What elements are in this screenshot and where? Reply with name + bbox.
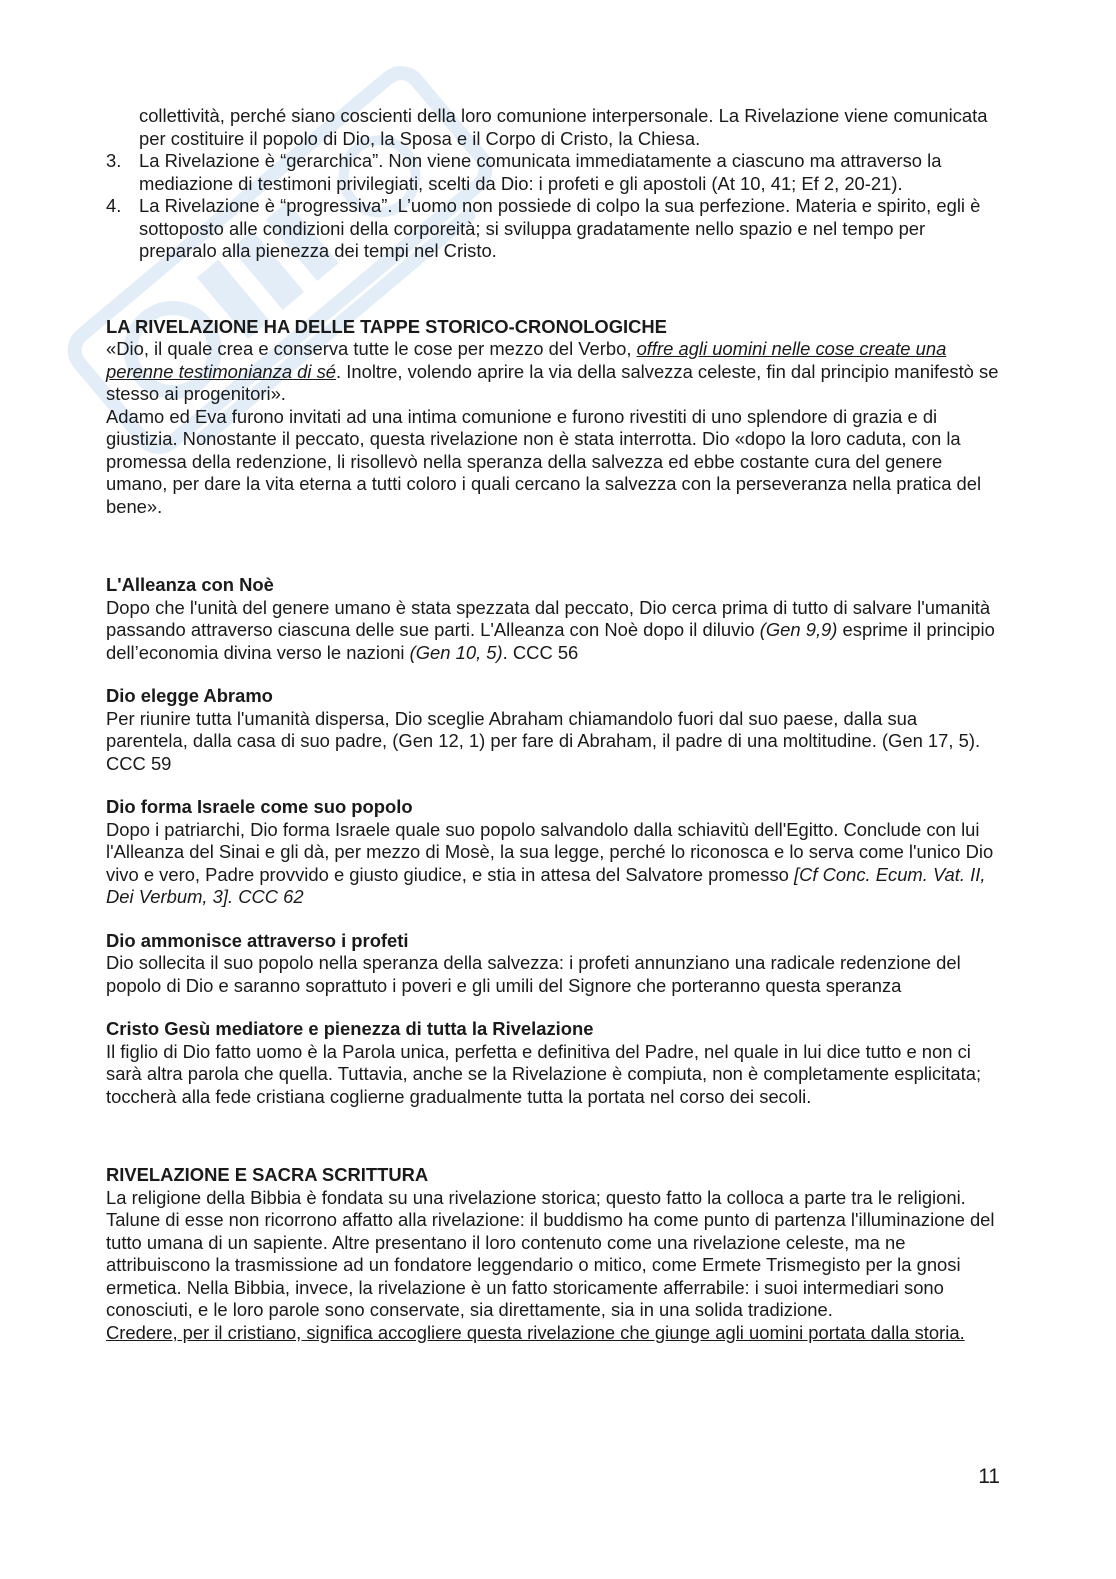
- paragraph: Il figlio di Dio fatto uomo è la Parola unica, perfetta e definitiva del Padre, nel quale in lui dice tutto e non ci sarà altra parola che quella. Tuttavia, anche se la Rivelazione è compiuta, non è completamente esplicitata; toccherà alla fede cristiana coglierne gradualmente tutta la portata nel corso dei secoli.: [106, 1040, 982, 1107]
- paragraph: [106, 597, 1004, 665]
- citation: (Gen 10, 5): [409, 641, 503, 663]
- list-item: [106, 195, 1004, 263]
- list-item: [106, 150, 1004, 195]
- quote-paragraph: [106, 338, 1004, 406]
- page-number: 11: [978, 1465, 1000, 1488]
- quote-text: «Dio, il quale crea e conserva tutte le cose per mezzo del Verbo,: [106, 338, 637, 359]
- citation: (Gen 9,9): [759, 619, 838, 640]
- paragraph: La religione della Bibbia è fondata su una rivelazione storica; questo fatto la colloca a parte tra le religioni. Talune di esse non ricorrono affatto alla rivelazione: il buddismo ha come punto di partenza l'illuminazione del tutto umana di un sapiente. Altre presentano il loro contenuto come una rivelazione celeste, ma ne attribuiscono la trasmissione ad un fondatore leggendario o mitico, come Ermete Trismegisto per la gnosi ermetica. Nella Bibbia, invece, la rivelazione è un fatto storicamente afferrabile: i suoi intermediari sono conosciuti, e le loro parole sono conservate, sia direttamente, sia in una solida tradizione.: [106, 1186, 995, 1320]
- citation: [Cf Conc. Ecum. Vat. II, Dei Verbum, 3]. CCC 62: [106, 863, 986, 907]
- subheading: L'Alleanza con Noè: [106, 574, 274, 595]
- paragraph: Per riunire tutta l'umanità dispersa, Dio sceglie Abraham chiamandolo fuori dal suo paese, dalla sua parentela, dalla casa di suo padre, (Gen 12, 1) per fare di Abraham, il padre di una moltitudine. (Gen 17, 5). CCC 59: [106, 707, 981, 774]
- paragraph: Adamo ed Eva furono invitati ad una intima comunione e furono rivestiti di uno splendore di grazia e di giustizia. Nonostante il peccato, questa rivelazione non è stata interrotta. Dio «dopo la loro caduta, con la promessa della redenzione, li risollevò nella speranza della salvezza ed ebbe costante cura del genere umano, per dare la vita eterna a tutti coloro i quali cercano la salvezza con la perseveranza nella pratica del bene».: [106, 405, 982, 517]
- paragraph: [106, 819, 1004, 909]
- document-page: [106, 105, 1004, 1344]
- quote-text: . Inoltre, volendo aprire la via della salvezza celeste, fin dal principio manifestò se stesso ai progenitori».: [106, 360, 999, 404]
- text: Dopo che l'unità del genere umano è stata spezzata dal peccato, Dio cerca prima di tutto di salvare l'umanità passando attraverso ciascuna delle sue parti. L'Alleanza con Noè dopo il diluvio: [106, 596, 991, 640]
- subheading: Dio elegge Abramo: [106, 685, 273, 706]
- text: esprime il principio dell’economia divina verso le nazioni: [106, 619, 995, 663]
- text: . CCC 56: [502, 641, 579, 663]
- subheading: Cristo Gesù mediatore e pienezza di tutta la Rivelazione: [106, 1018, 594, 1039]
- quote-underlined: offre agli uomini nelle cose create una perenne testimonianza di sé: [106, 338, 947, 382]
- list-number: 3.: [106, 150, 122, 171]
- subheading: Dio ammonisce attraverso i profeti: [106, 929, 409, 951]
- list-item-text: La Rivelazione è “progressiva”. L’uomo non possiede di colpo la sua perfezione. Materia e spirito, egli è sottoposto alle condizioni della corporeità; si sviluppa gradatamente nello spazio e nel tempo per preparalo alla pienezza dei tempi nel Cristo.: [139, 195, 981, 261]
- underlined-paragraph: Credere, per il cristiano, significa accogliere questa rivelazione che giunge agli uomini portata dalla storia.: [106, 1321, 965, 1343]
- list-item-continuation: collettività, perché siano coscienti della loro comunione interpersonale. La Rivelazione viene comunicata per costituire il popolo di Dio, la Sposa e il Corpo di Cristo, la Chiesa.: [139, 105, 988, 149]
- list-number: 4.: [106, 195, 122, 216]
- text: Dopo i patriarchi, Dio forma Israele quale suo popolo salvandolo dalla schiavitù dell'Egitto. Conclude con lui l'Alleanza del Sinai e gli dà, per mezzo di Mosè, la sua legge, perché lo riconosca e lo serva come l'unico Dio vivo e vero, Padre provvido e giusto giudice, e stia in attesa del Salvatore promesso: [106, 818, 994, 885]
- subheading: Dio forma Israele come suo popolo: [106, 796, 413, 817]
- section-heading: RIVELAZIONE E SACRA SCRITTURA: [106, 1164, 429, 1185]
- paragraph: Dio sollecita il suo popolo nella speranza della salvezza: i profeti annunziano una radicale redenzione del popolo di Dio e saranno soprattuto i poveri e gli umili del Signore che porteranno questa speranza: [106, 952, 961, 996]
- list-item-text: La Rivelazione è “gerarchica”. Non viene comunicata immediatamente a ciascuno ma attraverso la mediazione di testimoni privilegiati, scelti da Dio: i profeti e gli apostoli (At 10, 41; Ef 2, 20-21).: [139, 150, 942, 194]
- section-heading: LA RIVELAZIONE HA DELLE TAPPE STORICO-CRONOLOGICHE: [106, 315, 667, 337]
